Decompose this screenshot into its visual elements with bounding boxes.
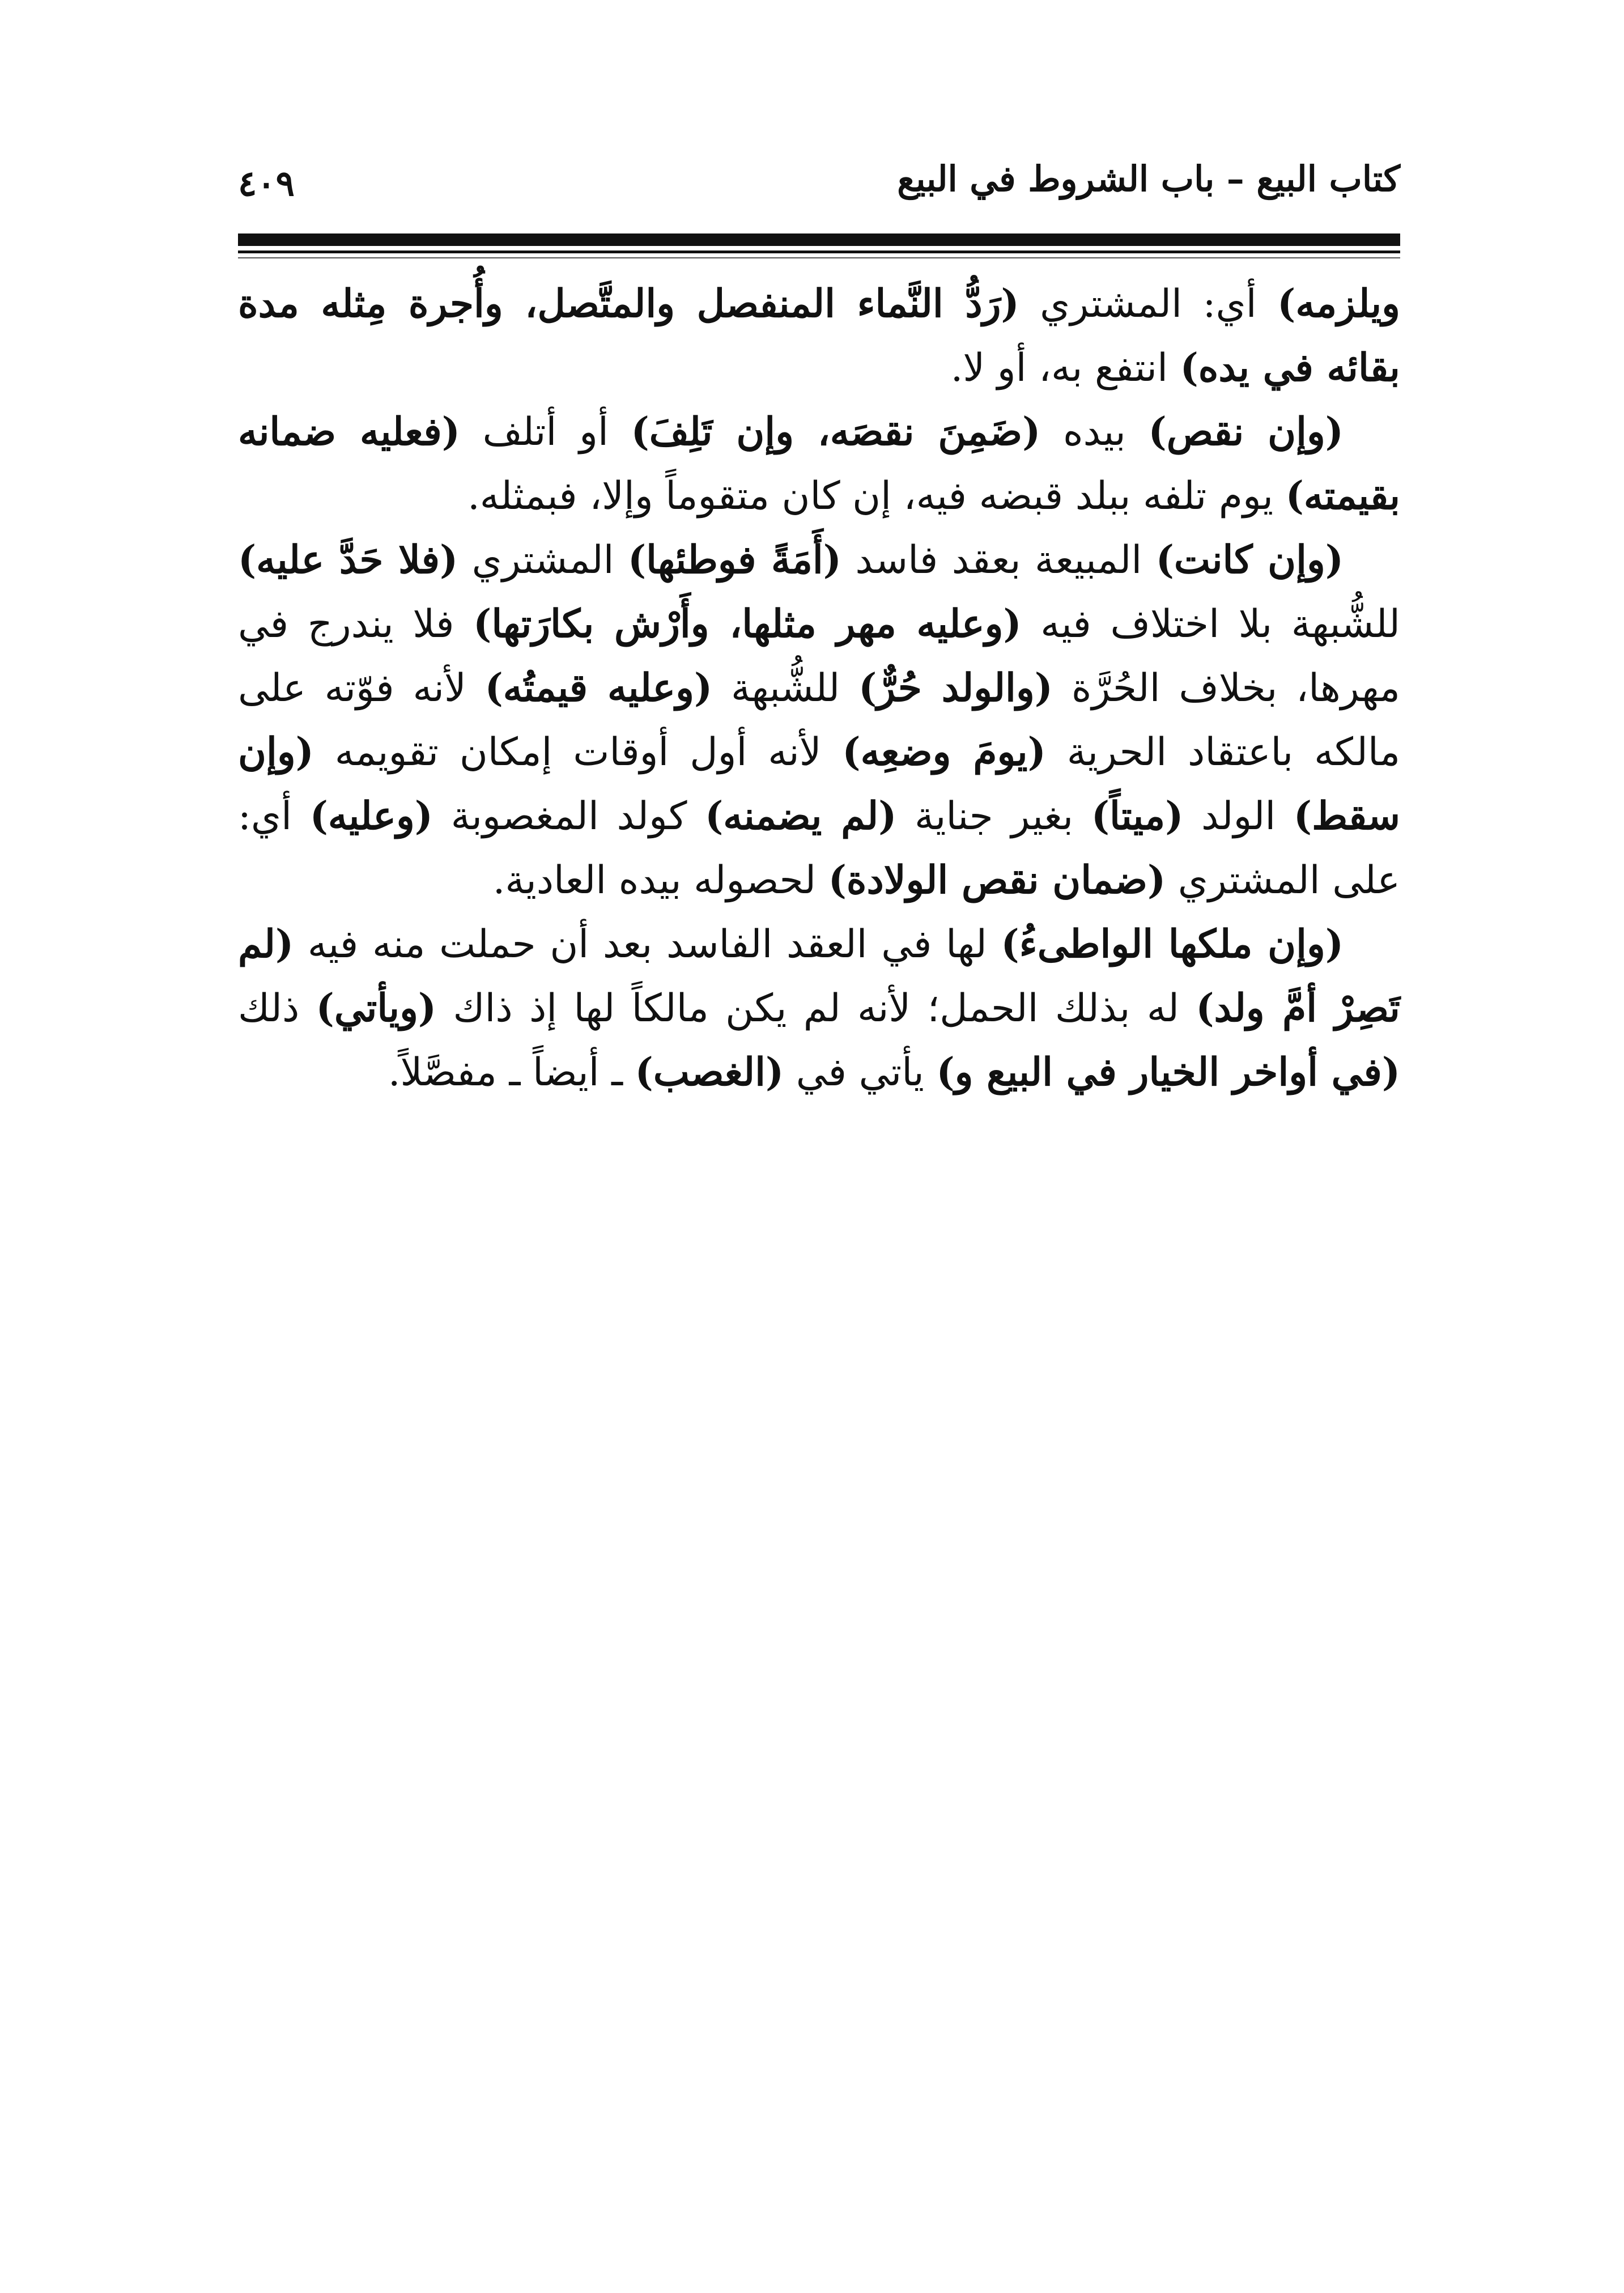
text-run: لها في العقد الفاسد بعد أن حملت منه فيه xyxy=(294,922,1001,967)
text-run: الولد xyxy=(1183,794,1294,839)
text-run: (أَمَةً فوطئها) xyxy=(627,537,841,583)
text-run: (وعليه) xyxy=(309,793,433,839)
text-run: (وإن كانت) xyxy=(1155,537,1344,583)
text-run: (فعليه ضمانه بقيمته) xyxy=(238,409,1400,519)
text-run: ذلك xyxy=(238,986,316,1031)
text-run: (وعليه مهر مثلها، وأَرْش بكارَتها) xyxy=(473,601,1022,647)
text-run: لحصوله بيده العادية. xyxy=(492,858,828,903)
text-run: (رَدُّ النَّماء المنفصل والمتَّصل، وأُجرة مِثله مدة بقائه في يده) xyxy=(238,281,1400,390)
text-run: المشتري xyxy=(458,538,628,583)
paragraph-1 xyxy=(238,272,1400,400)
text-run: للشُّبهة xyxy=(712,666,859,711)
text-run: (وإن سقط) xyxy=(238,729,1400,839)
text-run: ويلزمه) xyxy=(1277,281,1400,326)
page-number: ٤٠٩ xyxy=(238,163,295,204)
text-run: انتفع به، أو لا. xyxy=(950,346,1180,390)
text-run: أو أتلف xyxy=(460,410,631,455)
text-run: المبيعة بعقد فاسد xyxy=(841,538,1156,583)
text-run: (والولد حُرٌّ) xyxy=(858,665,1053,711)
text-run: (وعليه قيمتُه) xyxy=(484,665,713,711)
text-run: يأتي في xyxy=(784,1050,937,1095)
page-header xyxy=(238,158,1400,213)
text-run: (ضَمِنَ نقصَه، وإن تَلِفَ) xyxy=(631,409,1041,455)
text-run: فلا يندرج في مهرها، بخلاف الحُرَّة xyxy=(238,602,1400,711)
text-run: (ضمان نقص الولادة) xyxy=(828,857,1166,903)
text-run: لأنه فوّته على مالكه باعتقاد الحرية xyxy=(238,666,1400,775)
text-run: أي: على المشتري xyxy=(238,794,1400,903)
text-run: أي: المشتري xyxy=(1019,282,1278,326)
text-run: (يومَ وضعِه) xyxy=(842,729,1046,775)
running-title: كتاب البيع – باب الشروط في البيع xyxy=(897,158,1400,199)
text-run: بيده xyxy=(1040,410,1149,455)
body-text xyxy=(238,272,1400,1105)
paragraph-3 xyxy=(238,528,1400,912)
text-run: ـ أيضاً ـ مفصَّلاً. xyxy=(388,1050,635,1095)
paragraph-4 xyxy=(238,912,1400,1105)
paragraph-2 xyxy=(238,400,1400,528)
text-run: (فلا حَدَّ عليه) xyxy=(238,537,458,583)
text-run: (ويأتي) xyxy=(316,986,437,1031)
text-run: لأنه أول أوقات إمكان تقويمه xyxy=(313,730,843,775)
text-run: (وإن ملكها الواطىءُ) xyxy=(1001,922,1344,967)
text-run: كولد المغصوبة xyxy=(432,794,705,839)
text-run: (وإن نقص) xyxy=(1148,409,1344,455)
header-rule-thick xyxy=(238,233,1400,246)
header-rule-thin xyxy=(238,250,1400,253)
text-run: بغير جناية xyxy=(896,794,1091,839)
text-run: (لم تَصِرْ أمَّ ولد) xyxy=(238,922,1400,1031)
text-run: له بذلك الحمل؛ لأنه لم يكن مالكاً لها إذ ذاك xyxy=(436,986,1196,1031)
header-rule-faint xyxy=(238,257,1400,258)
text-run: (لم يضمنه) xyxy=(705,793,897,839)
text-run: (الغصب) xyxy=(635,1050,784,1095)
text-run: للشُّبهة بلا اختلاف فيه xyxy=(1021,602,1401,647)
text-run: يوم تلفه ببلد قبضه فيه، إن كان متقوماً وإلا، فبمثله. xyxy=(467,474,1286,519)
text-run: (ميتاً) xyxy=(1091,793,1184,839)
text-run: (في أواخر الخيار في البيع و) xyxy=(936,1050,1400,1095)
